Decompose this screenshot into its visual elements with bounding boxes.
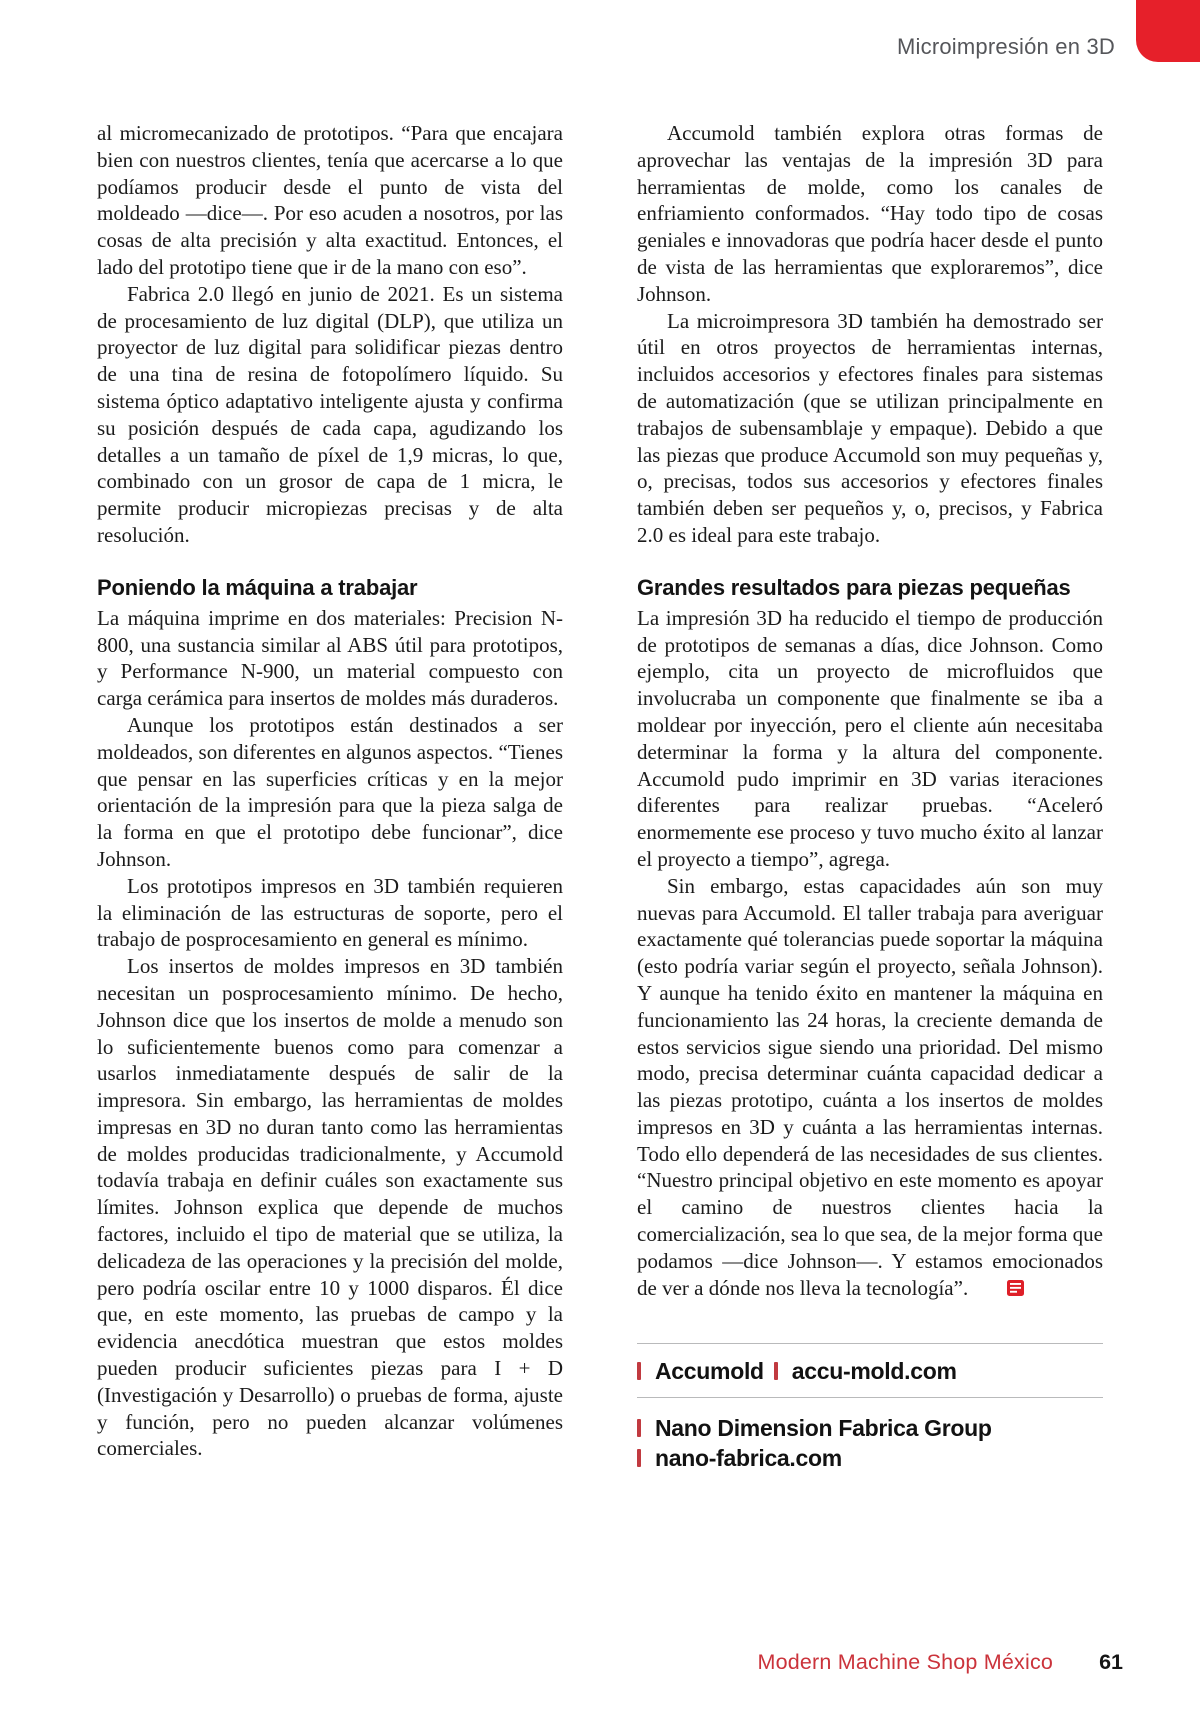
red-bar-icon <box>774 1362 778 1380</box>
paragraph: Fabrica 2.0 llegó en junio de 2021. Es un sistema de procesamiento de luz digital (DLP), que utiliza un proyector de luz digital para solidificar piezas dentro de una tina de resina de fotopolímero líquido. Su sistema óptico adaptativo inteligente ajusta y confirma su posición después de cada capa, agudizando los detalles a un tamaño de píxel de 1,9 micras, lo que, combinado con un grosor de capa de 1 micra, le permite producir micropiezas precisas y de alta resolución. <box>97 281 563 547</box>
paragraph-text: Sin embargo, estas capacidades aún son muy nuevas para Accumold. El taller trabaja para averiguar exactamente qué tolerancias puede soportar la máquina (esto podría variar según el proyecto, señala Johnson). Y aunque ha tenido éxito en mantener la máquina en funcionamiento las 24 horas, la creciente demanda de estos servicios sigue siendo una prioridad. Del mismo modo, precisa determinar cuánta capacidad dedicar a las piezas prototipo, cuánta a los insertos de moldes impresos en 3D y cuánta a las herramientas internas. Todo ello dependerá de las necesidades de sus clientes. “Nuestro principal objetivo en este momento es apoyar el camino de nuestros clientes hacia la comercialización, sea lo que sea, de la mejor forma que podamos —dice Johnson—. Y estamos emocionados de ver a dónde nos lleva la tecnología”. <box>637 873 1103 1300</box>
section-heading-big-results: Grandes resultados para piezas pequeñas <box>637 574 1071 600</box>
resource-url: accu-mold.com <box>791 1358 957 1385</box>
section-heading-machine-to-work: Poniendo la máquina a trabajar <box>97 574 418 600</box>
end-of-article-icon <box>977 1276 994 1292</box>
paragraph: La impresión 3D ha reducido el tiempo de producción de prototipos de semanas a días, dice Johnson. Como ejemplo, cita un proyecto de microfluidos que involucraba un componente que finalmente se iba a moldear por inyección, pero el cliente aún necesitaba determinar la forma y la altura del componente. Accumold pudo imprimir en 3D varias iteraciones diferentes para realizar pruebas. “Aceleró enormemente ese proceso y tuvo mucho éxito al lanzar el proyecto a tiempo”, agrega. <box>637 605 1103 871</box>
red-bar-icon <box>637 1362 641 1380</box>
running-header-title: Microimpresión en 3D <box>897 34 1115 59</box>
resource-link-accumold <box>637 1344 1103 1397</box>
right-column <box>637 120 1103 1473</box>
article-body <box>97 120 1103 1473</box>
page-footer <box>757 1650 1123 1675</box>
paragraph: La máquina imprime en dos materiales: Precision N-800, una sustancia similar al ABS útil para prototipos, y Performance N-900, un material compuesto con carga cerámica para insertos de moldes más duraderos. <box>97 605 563 711</box>
paragraph: La microimpresora 3D también ha demostrado ser útil en otros proyectos de herramientas internas, incluidos accesorios y efectores finales para sistemas de automatización (que se utilizan principalmente en trabajos de subensamblaje y empaque). Debido a que las piezas que produce Accumold son muy pequeñas y, o, precisas, todos sus accesorios y efectores finales también deben ser pequeños y, o, precisos, y Fabrica 2.0 es ideal para este trabajo. <box>637 308 1103 547</box>
magazine-name: Modern Machine Shop México <box>757 1650 1054 1674</box>
page-number: 61 <box>1099 1650 1123 1674</box>
corner-accent-tab <box>1136 0 1200 62</box>
resource-links <box>637 1343 1103 1473</box>
paragraph: Aunque los prototipos están destinados a ser moldeados, son diferentes en algunos aspectos. “Tienes que pensar en las superficies críticas y en la mejor orientación de la impresión para que la pieza salga de la forma en que el prototipo debe funcionar”, dice Johnson. <box>97 712 563 871</box>
left-column <box>97 120 563 1473</box>
red-bar-icon <box>637 1449 641 1467</box>
resource-name: Accumold <box>655 1358 764 1385</box>
paragraph: Accumold también explora otras formas de aprovechar las ventajas de la impresión 3D para herramientas de molde, como los canales de enfriamiento conformados. “Hay todo tipo de cosas geniales e innovadoras que podría hacer desde el punto de vista de las herramientas que exploraremos”, dice Johnson. <box>637 121 1103 306</box>
resource-url: nano-fabrica.com <box>655 1445 842 1472</box>
paragraph <box>637 873 1103 1302</box>
paragraph: al micromecanizado de prototipos. “Para que encajara bien con nuestros clientes, tenía que acercarse a lo que podíamos producir desde el punto de vista del moldeado —dice—. Por eso acuden a nosotros, por las cosas de alta precisión y alta exactitud. Entonces, el lado del prototipo tiene que ir de la mano con eso”. <box>97 121 563 279</box>
paragraph: Los prototipos impresos en 3D también requieren la eliminación de las estructuras de soporte, pero el trabajo de posprocesamiento en general es mínimo. <box>97 873 563 952</box>
red-bar-icon <box>637 1419 641 1437</box>
resource-name: Nano Dimension Fabrica Group <box>655 1415 992 1442</box>
paragraph: Los insertos de moldes impresos en 3D también necesitan un posprocesamiento mínimo. De hecho, Johnson dice que los insertos de molde a menudo son lo suficientemente buenos como para comenzar a usarlos inmediatamente después de salir de la impresora. Sin embargo, las herramientas de moldes impresas en 3D no duran tanto como las herramientas de moldes producidas tradicionalmente, y Accumold todavía trabaja en definir cuáles son exactamente sus límites. Johnson explica que depende de muchos factores, incluido el tipo de material que se utiliza, la delicadeza de las operaciones y la precisión del molde, pero podría oscilar entre 10 y 1000 disparos. Él dice que, en este momento, las pruebas de campo y la evidencia anecdótica muestran que estos moldes pueden producir suficientes piezas para I + D (Investigación y Desarrollo) o pruebas de forma, ajuste y función, pero no pueden alcanzar volúmenes comerciales. <box>97 954 563 1461</box>
resource-link-nano-dimension <box>637 1398 1103 1473</box>
